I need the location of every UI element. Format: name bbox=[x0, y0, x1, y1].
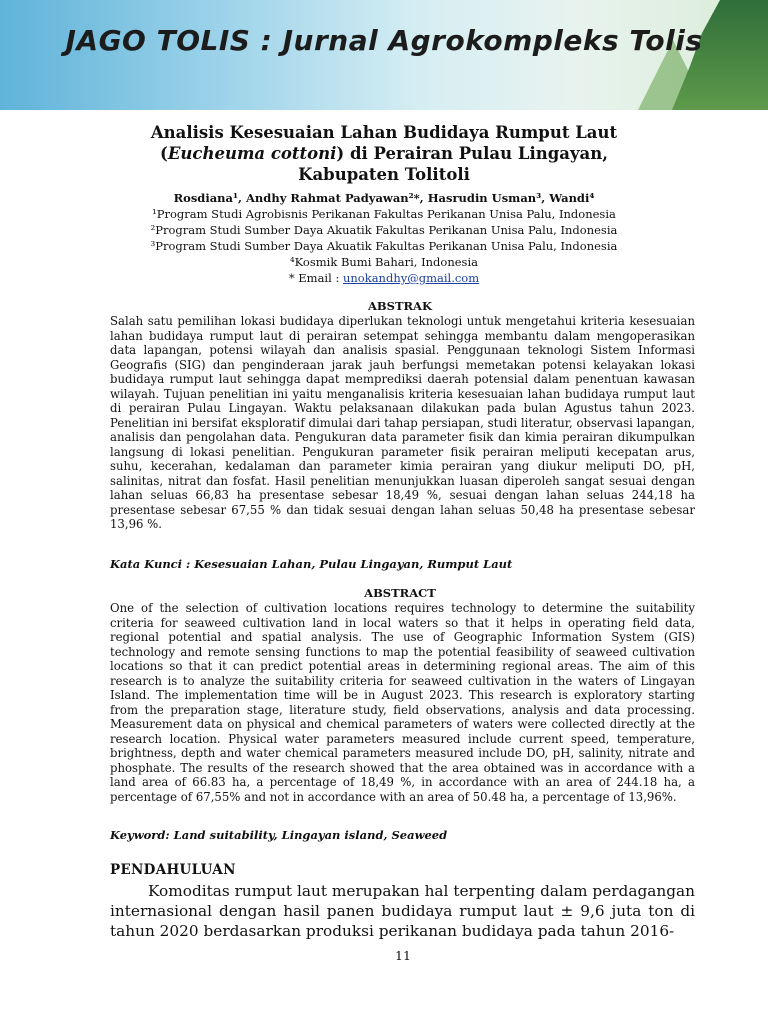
title-line-2: (Eucheuma cottoni) di Perairan Pulau Lingayan, bbox=[160, 144, 608, 163]
abstract-heading: ABSTRACT bbox=[364, 586, 436, 600]
abstrak-keywords: Kata Kunci : Kesesuaian Lahan, Pulau Lingayan, Rumput Laut bbox=[110, 557, 513, 571]
affiliation-2: ²Program Studi Sumber Daya Akuatik Fakultas Perikanan Unisa Palu, Indonesia bbox=[150, 223, 618, 237]
species-name: Eucheuma cottoni bbox=[167, 144, 337, 163]
page-number: 11 bbox=[395, 948, 411, 963]
email-line: * Email : unokandhy@gmail.com bbox=[288, 271, 480, 285]
abstrak-text: Salah satu pemilihan lokasi budidaya diperlukan teknologi untuk mengetahui kriteria kesesuaian lahan budidaya rumput laut di perairan setempat sehingga membantu dalam mengoperasikan data lapangan, potensi wilayah dan analisis spasial. Penggunaan teknologi Sistem Informasi Geografis (SIG) dan penginderaan jarak jauh berfungsi memetakan potensi kelayakan lokasi budidaya rumput laut sehingga dapat memprediksi daerah potensial dalam penentuan kawasan wilayah. Tujuan penelitian ini yaitu menganalisis kriteria kesesuaian lahan budidaya rumput laut di perairan Pulau Lingayan. Waktu pelaksanaan dilakukan pada bulan Agustus tahun 2023. Penelitian ini bersifat eksploratif dimulai dari tahap persiapan, studi literatur, observasi lapangan, analisis dan pengolahan data. Pengukuran data parameter fisik dan kimia perairan dikumpulkan langsung di lokasi penelitian. Pengukuran parameter fisik perairan meliputi kecepatan arus, suhu, kecerahan, kedalaman dan parameter kimia perairan yang diukur meliputi DO, pH, salinitas, nitrat dan fosfat. Hasil penelitian menunjukkan luasan diperoleh sangat sesuai dengan lahan seluas 66,83 ha presentase sebesar 18,49 %, sesuai dengan lahan seluas 244,18 ha presentase sebesar 67,55 % dan tidak sesuai dengan lahan seluas 50,48 ha presentase sebesar 13,96 %. bbox=[110, 314, 695, 531]
author-names: Rosdiana¹, Andhy Rahmat Padyawan²*, Hasrudin Usman³, Wandi⁴ bbox=[173, 191, 595, 205]
paper-title bbox=[84, 122, 684, 185]
affiliation-3: ³Program Studi Sumber Daya Akuatik Fakultas Perikanan Unisa Palu, Indonesia bbox=[150, 239, 618, 253]
pendahuluan-text: Komoditas rumput laut merupakan hal terpenting dalam perdagangan internasional dengan hasil panen budidaya rumput laut ± 9,6 juta ton di tahun 2020 berdasarkan produksi perikanan budidaya pada tahun 2016- bbox=[110, 882, 695, 940]
journal-banner bbox=[0, 0, 768, 110]
abstrak-heading: ABSTRAK bbox=[368, 299, 432, 313]
title-line-3: Kabupaten Tolitoli bbox=[298, 165, 470, 184]
abstract-keywords: Keyword: Land suitability, Lingayan island, Seaweed bbox=[110, 828, 448, 842]
abstract-text: One of the selection of cultivation locations requires technology to determine the suitability criteria for seaweed cultivation land in local waters so that it helps in operating field data, regional potential and spatial analysis. The use of Geographic Information System (GIS) technology and remote sensing functions to map the potential feasibility of seaweed cultivation locations so that it can predict potential areas in determining regional areas. The aim of this research is to analyze the suitability criteria for seaweed cultivation in the waters of Lingayan Island. The implementation time will be in August 2023. This research is exploratory starting from the preparation stage, literature study, field observations, analysis and data processing. Measurement data on physical and chemical parameters of waters were collected directly at the research location. Physical water parameters measured include current speed, temperature, brightness, depth and water chemical parameters measured include DO, pH, salinity, nitrate and phosphate. The results of the research showed that the area obtained was in accordance with a land area of 66.83 ha, a percentage of 18,49 %, in accordance with an area of 244.18 ha, a percentage of 67,55% and not in accordance with an area of 50.48 ha, a percentage of 13,96%. bbox=[110, 601, 695, 804]
author-block bbox=[84, 190, 684, 286]
journal-title: JAGO TOLIS : Jurnal Agrokompleks Tolis bbox=[65, 24, 703, 57]
pendahuluan-heading: PENDAHULUAN bbox=[110, 862, 236, 878]
title-line-1: Analisis Kesesuaian Lahan Budidaya Rumput Laut bbox=[150, 123, 618, 142]
affiliation-4: ⁴Kosmik Bumi Bahari, Indonesia bbox=[290, 255, 478, 269]
affiliation-1: ¹Program Studi Agrobisnis Perikanan Fakultas Perikanan Unisa Palu, Indonesia bbox=[152, 207, 616, 221]
email-link[interactable]: unokandhy@gmail.com bbox=[342, 271, 480, 285]
